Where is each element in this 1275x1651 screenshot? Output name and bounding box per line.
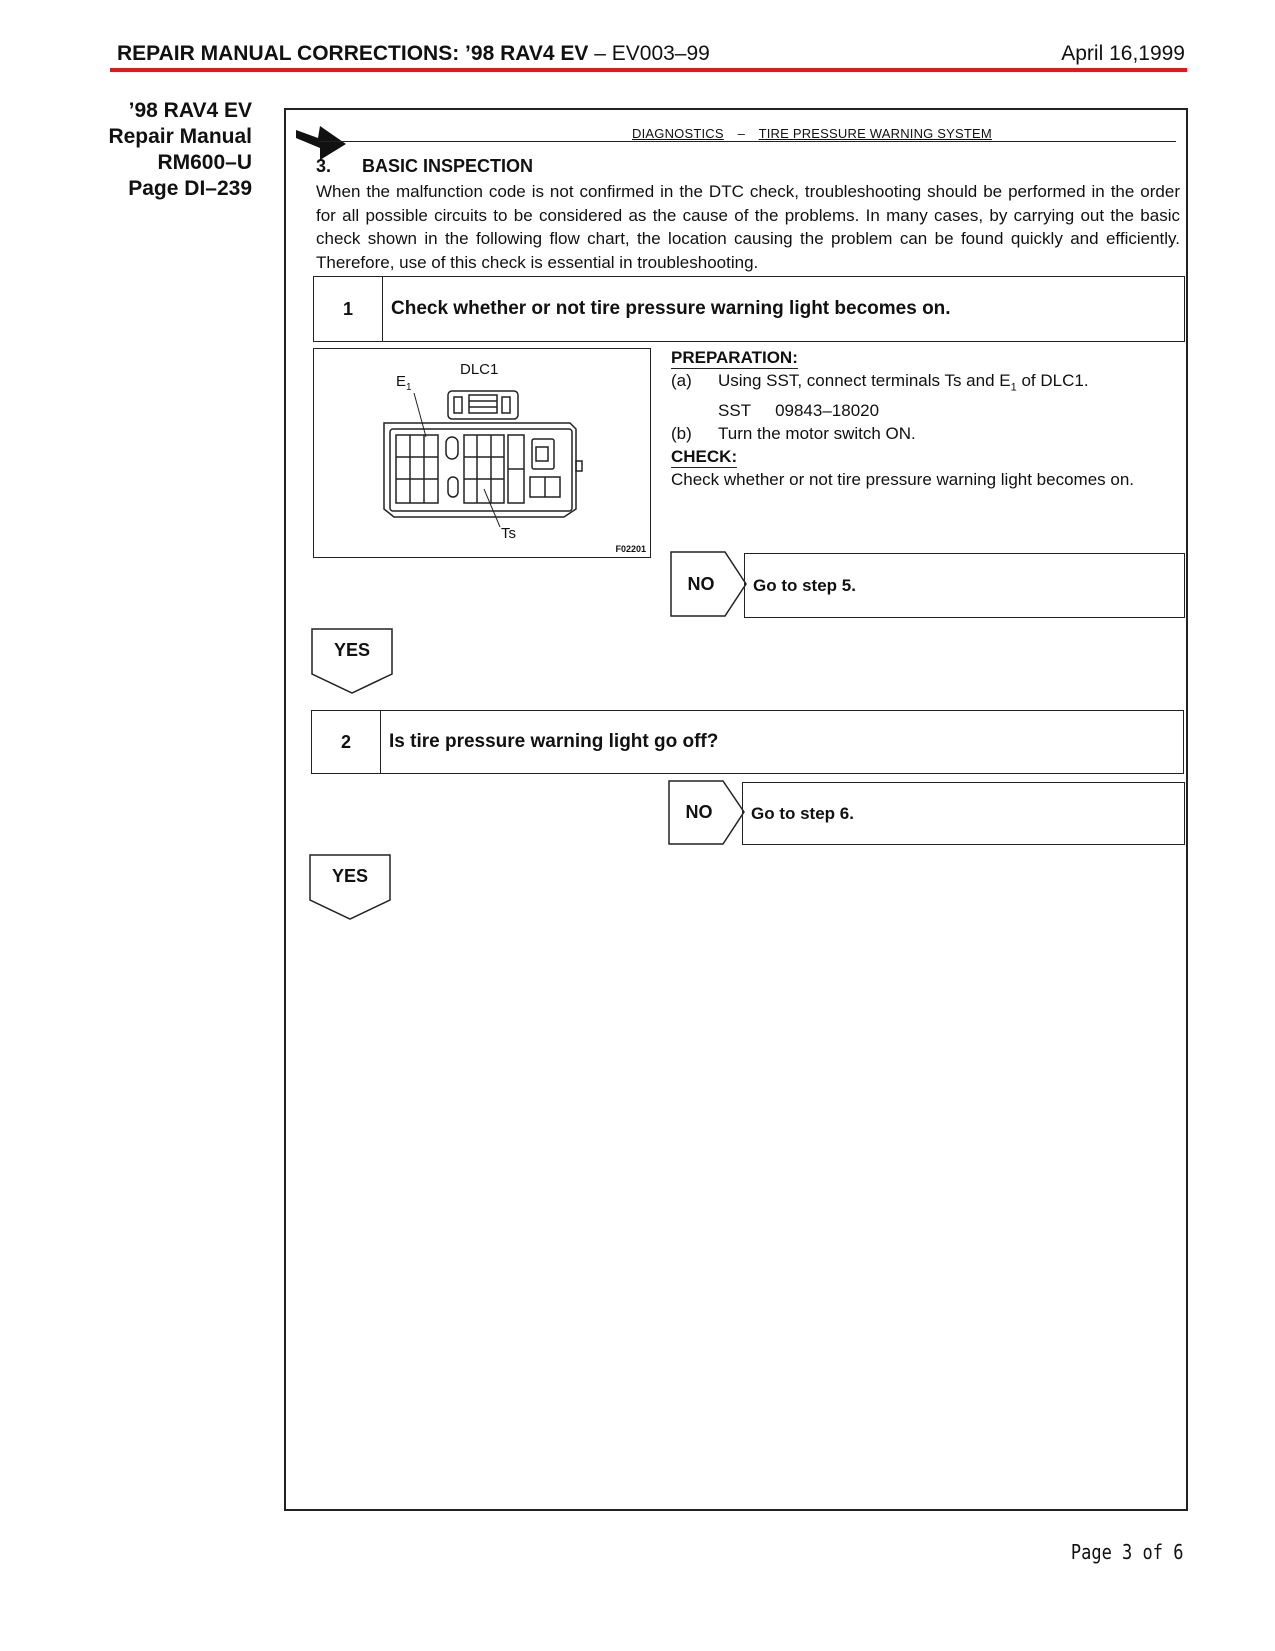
no-label: NO [687,573,715,594]
heading-number: 3. [316,156,332,176]
header-divider [110,68,1187,72]
terminal-e1-label: $E_1$ [396,373,412,393]
manual-reference [90,98,252,202]
step-number: 1 [314,277,383,341]
document-date: April 16,1999 [1061,42,1185,65]
prep-step-a: (a) Using SST, connect terminals Ts and $E_1$ of DLC1. [671,371,1089,394]
yes-label: YES [333,640,371,660]
section-separator: – [737,126,746,141]
page-number: Page 3 of 6 [1070,1540,1183,1564]
step-number: 2 [312,711,381,773]
reference-page: Page DI–239 [128,177,252,200]
document-title [117,42,710,66]
step-1-box [313,276,1185,342]
reference-code: RM600–U [157,151,252,174]
dlc1-connector-icon [314,349,652,559]
step-2-box [311,710,1184,774]
step-1-yes-branch [311,628,393,694]
step-question: Check whether or not tire pressure warning light becomes on. [391,298,951,319]
figure-code: F02201 [615,544,646,554]
intro-paragraph: When the malfunction code is not confirmed in the DTC check, troubleshooting should be performed in the order for all possible circuits to be considered as the cause of the problems. In many cases, by carrying out the basic check shown in the following flow chart, the location causing the problem can be found quickly and efficiently. Therefore, use of this check is essential in troubleshooting. [316,182,1180,272]
section-rule [318,141,1176,142]
yes-arrow-icon [309,854,391,920]
preparation-label: PREPARATION: [671,348,798,367]
document-title-code: – EV003–99 [588,42,710,65]
section-category: DIAGNOSTICS [632,126,724,141]
check-label: CHECK: [671,447,738,467]
no-label: NO [685,802,713,822]
heading-text: BASIC INSPECTION [362,156,534,176]
reference-model: ’98 RAV4 EV [128,99,252,122]
terminal-ts-label: Ts [501,525,516,542]
check-text: Check whether or not tire pressure warning light becomes on. [671,470,1135,490]
dlc1-diagram [313,348,651,558]
step-2-no-action: Go to step 6. [742,782,1185,845]
step-2-no-branch [668,780,746,845]
document-title-bold: REPAIR MANUAL CORRECTIONS: ’98 RAV4 EV [117,42,589,65]
reference-manual: Repair Manual [108,125,252,148]
yes-label: YES [331,866,369,886]
prep-step-b: (b) Turn the motor switch ON. [671,424,916,444]
step-question: Is tire pressure warning light go off? [389,731,719,752]
step-2-yes-branch [309,854,391,920]
yes-arrow-icon [311,628,393,694]
connector-label: DLC1 [460,361,499,378]
sst-line: SST 09843–18020 [718,401,880,421]
step-1-no-branch [670,551,748,617]
preparation-block [671,346,1181,491]
section-system: TIRE PRESSURE WARNING SYSTEM [758,126,992,141]
step-1-no-action: Go to step 5. [744,553,1185,618]
inspection-heading [316,156,533,177]
section-title [632,126,992,141]
